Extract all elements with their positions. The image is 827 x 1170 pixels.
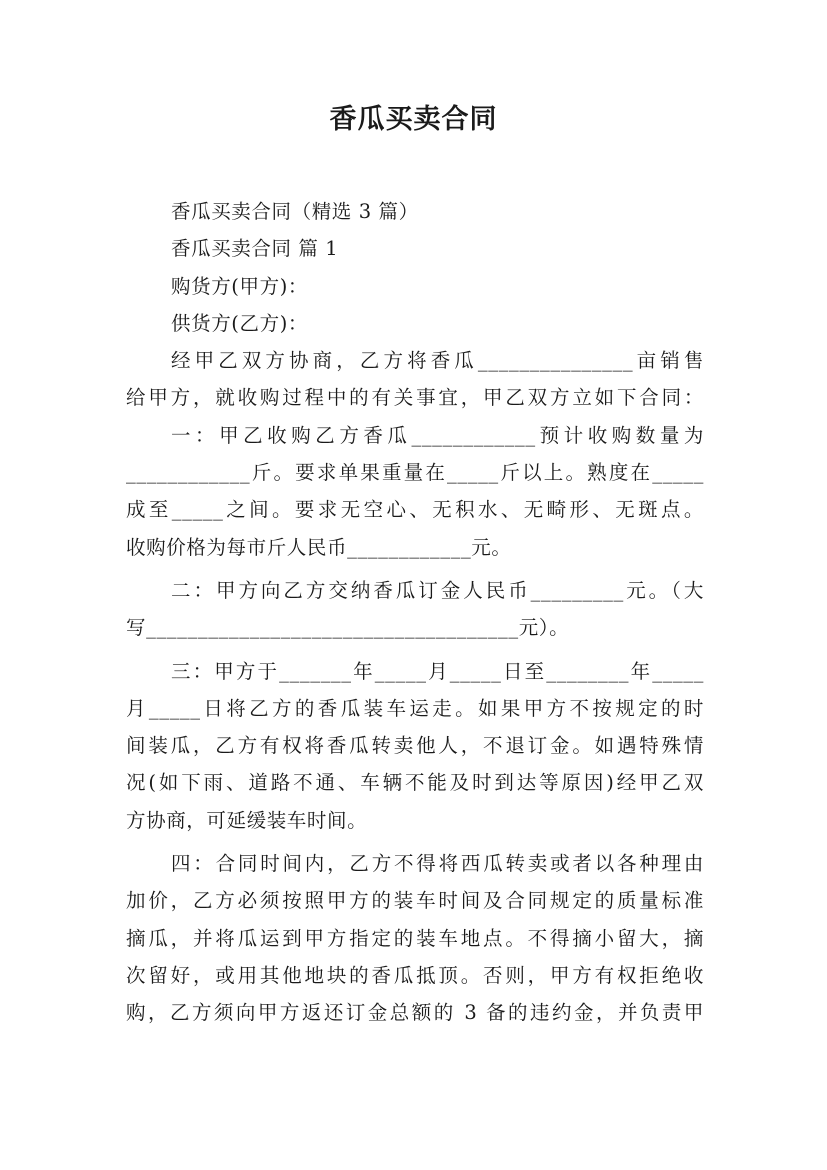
- line-subtitle: 香瓜买卖合同（精选 3 篇）: [171, 200, 419, 223]
- clause-4-line: 购，乙方须向甲方返还订金总额的 3 备的违约金，并负责甲: [126, 1001, 704, 1025]
- clause-1-line: 成至_____之间。要求无空心、无积水、无畸形、无斑点。: [126, 498, 704, 522]
- clause-1-line: ____________斤。要求单果重量在_____斤以上。熟度在_____: [126, 461, 704, 485]
- line-buyer: 购货方(甲方)：: [171, 274, 309, 298]
- clause-4-line: 四：合同时间内，乙方不得将西瓜转卖或者以各种理由: [171, 852, 704, 876]
- paragraph-line: 给甲方，就收购过程中的有关事宜，甲乙双方立如下合同：: [126, 386, 704, 410]
- document-title: 香瓜买卖合同: [329, 104, 498, 135]
- line-seller: 供货方(乙方)：: [171, 311, 309, 335]
- clause-3-line: 方协商，可延缓装车时间。: [126, 808, 368, 832]
- clause-1-line: 一：甲乙收购乙方香瓜____________预计收购数量为: [171, 423, 704, 447]
- clause-3-line: 间装瓜，乙方有权将香瓜转卖他人，不退订金。如遇特殊情: [126, 734, 704, 758]
- clause-3-line: 况(如下雨、道路不通、车辆不能及时到达等原因)经甲乙双: [126, 771, 704, 795]
- clause-1-line: 收购价格为每市斤人民币____________元。: [126, 535, 512, 559]
- clause-4-line: 次留好，或用其他地块的香瓜抵顶。否则，甲方有权拒绝收: [126, 963, 704, 987]
- clause-2-line: 二：甲方向乙方交纳香瓜订金人民币_________元。（大: [171, 578, 704, 602]
- clause-4-line: 加价，乙方必须按照甲方的装车时间及合同规定的质量标准: [126, 889, 704, 913]
- paragraph-line: 经甲乙双方协商，乙方将香瓜_______________亩销售: [171, 349, 704, 373]
- clause-4-line: 摘瓜，并将瓜运到甲方指定的装车地点。不得摘小留大，摘: [126, 926, 704, 950]
- clause-3-line: 月_____日将乙方的香瓜装车运走。如果甲方不按规定的时: [126, 696, 704, 720]
- line-section-heading: 香瓜买卖合同 篇 1: [171, 237, 339, 261]
- document-body: [126, 193, 704, 1032]
- clause-3-line: 三：甲方于_______年_____月_____日至________年_____: [171, 659, 704, 683]
- clause-2-line: 写____________________________________元）。: [126, 616, 570, 640]
